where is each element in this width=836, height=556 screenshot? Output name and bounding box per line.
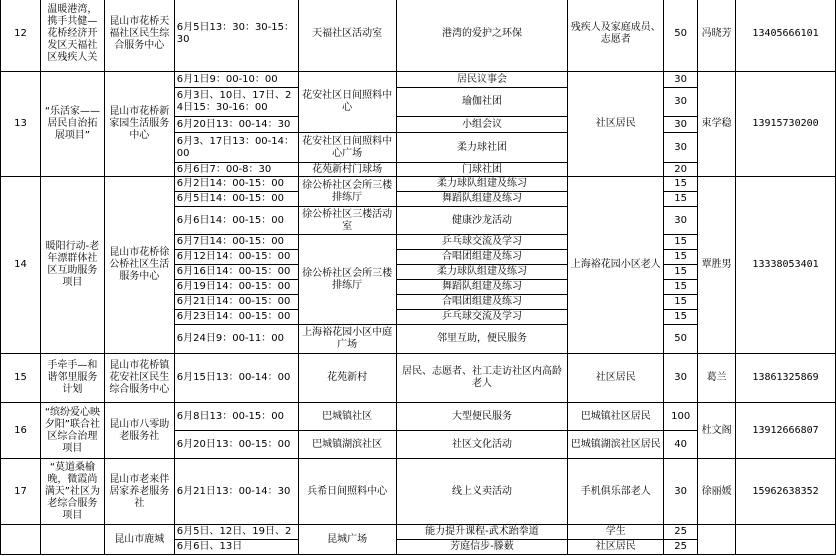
project-name: “莫道桑榆晚，微霞尚满天”社区为老综合服务项目	[40, 459, 104, 525]
activity-time: 6月19日14：00-15：00	[174, 280, 298, 295]
activity-content: 芳庭信步-滕薮	[396, 540, 568, 555]
activity-time: 6月3日、10日、17日、24日15：30-16：00	[174, 88, 298, 117]
target-group: 巴城镇湖滨社区居民	[568, 431, 664, 459]
activity-place: 天福社区活动室	[298, 0, 396, 72]
contact-person: 覃胜男	[698, 177, 736, 354]
activity-place: 花苑新村门球场	[298, 163, 396, 177]
participant-count: 30	[664, 207, 698, 235]
activity-content: 小组会议	[396, 117, 568, 133]
participant-count: 50	[664, 0, 698, 72]
table-row	[1, 403, 836, 431]
activity-content: 能力提升课程-武术跆拳道	[396, 525, 568, 540]
activity-place: 上海裕花园小区中庭广场	[298, 325, 396, 354]
activity-content: 大型便民服务	[396, 403, 568, 431]
activity-content: 乒乓球交流及学习	[396, 310, 568, 325]
activity-content: 健康沙龙活动	[396, 207, 568, 235]
organization: 昆山市花桥镇花安社区民生综合服务中心	[104, 354, 174, 403]
activity-time: 6月24日9：00-11：00	[174, 325, 298, 354]
contact-phone: 13338053401	[736, 177, 836, 354]
activity-time: 6月8日13：00-15：00	[174, 403, 298, 431]
target-group: 社区居民	[568, 540, 664, 555]
contact-person: 杜文阁	[698, 403, 736, 459]
participant-count: 50	[664, 325, 698, 354]
activity-content: 线上义卖活动	[396, 459, 568, 525]
activity-time: 6月3、17日13：00-14：00	[174, 133, 298, 163]
organization: 昆山市花桥天福社区民生综合服务中心	[104, 0, 174, 72]
activity-place: 徐公桥社区会所三楼排练厅	[298, 235, 396, 325]
project-name: “缤纷爱心映夕阳”联合社区综合治理项目	[40, 403, 104, 459]
activity-time: 6月6日7：00-8：30	[174, 163, 298, 177]
project-name	[40, 525, 104, 555]
table-row	[1, 525, 836, 540]
project-name: 温暖港湾，携手共健—花桥经济开发区天福社区残疾人关	[40, 0, 104, 72]
activity-content: 瑜伽社团	[396, 88, 568, 117]
participant-count: 15	[664, 235, 698, 250]
participant-count: 15	[664, 177, 698, 192]
target-group: 巴城镇社区居民	[568, 403, 664, 431]
activity-time: 6月5日13：30：30-15：30	[174, 0, 298, 72]
participant-count: 40	[664, 431, 698, 459]
row-number: 15	[1, 354, 41, 403]
activity-place: 花安社区日间照料中心	[298, 72, 396, 133]
target-group: 社区居民	[568, 72, 664, 177]
activity-time: 6月6日、13日	[174, 540, 298, 555]
target-group: 社区居民	[568, 354, 664, 403]
participant-count: 30	[664, 88, 698, 117]
organization: 昆山市老来伴居家养老服务社	[104, 459, 174, 525]
participant-count: 15	[664, 192, 698, 207]
activity-time: 6月1日9：00-10：00	[174, 72, 298, 88]
activity-content: 合唱团组建及练习	[396, 295, 568, 310]
activity-place: 巴城镇社区	[298, 403, 396, 431]
participant-count: 15	[664, 310, 698, 325]
activity-content: 港湾的爱护之环保	[396, 0, 568, 72]
organization: 昆山市八零助老服务社	[104, 403, 174, 459]
participant-count: 30	[664, 133, 698, 163]
activity-time: 6月21日14：00-15：00	[174, 295, 298, 310]
project-name: “乐活家——居民自治拓展项目”	[40, 72, 104, 177]
activity-content: 合唱团组建及练习	[396, 250, 568, 265]
activity-time: 6月5日、12日、19日、2	[174, 525, 298, 540]
target-group: 残疾人及家庭成员、志愿者	[568, 0, 664, 72]
activity-content: 居民议事会	[396, 72, 568, 88]
participant-count: 15	[664, 265, 698, 280]
organization: 昆山市花桥徐公桥社区生活服务中心	[104, 177, 174, 354]
target-group: 手机俱乐部老人	[568, 459, 664, 525]
target-group: 学生	[568, 525, 664, 540]
contact-person: 徐丽媛	[698, 459, 736, 525]
contact-phone: 13912666807	[736, 403, 836, 459]
participant-count: 100	[664, 403, 698, 431]
participant-count: 30	[664, 354, 698, 403]
activity-time: 6月20日13：00-14：30	[174, 117, 298, 133]
table-row	[1, 0, 836, 72]
table-row	[1, 354, 836, 403]
row-number	[1, 525, 41, 555]
project-name: 暖阳行动-老年漂群体社区互助服务项目	[40, 177, 104, 354]
activity-time: 6月12日14：00-15：00	[174, 250, 298, 265]
activity-time: 6月21日13：00-14：30	[174, 459, 298, 525]
contact-phone: 13915730200	[736, 72, 836, 177]
activity-content: 居民、志愿者、社工走访社区内高龄老人	[396, 354, 568, 403]
organization: 昆山市鹿城	[104, 525, 174, 555]
activity-place: 兵希日间照料中心	[298, 459, 396, 525]
activity-content: 柔力球队组建及练习	[396, 177, 568, 192]
contact-person: 葛兰	[698, 354, 736, 403]
row-number: 14	[1, 177, 41, 354]
participant-count: 15	[664, 280, 698, 295]
participant-count: 15	[664, 295, 698, 310]
project-name: 手牵手—和谐邻里服务计划	[40, 354, 104, 403]
activity-time: 6月2日14：00-15：00	[174, 177, 298, 192]
participant-count: 15	[664, 250, 698, 265]
contact-phone: 15962638352	[736, 459, 836, 525]
contact-phone: 13861325869	[736, 354, 836, 403]
activity-content: 舞蹈队组建及练习	[396, 192, 568, 207]
participant-count: 30	[664, 117, 698, 133]
table-row	[1, 459, 836, 525]
activity-content: 舞蹈队组建及练习	[396, 280, 568, 295]
activity-place: 徐公桥社区会所三楼排练厅	[298, 177, 396, 207]
activity-place: 昆城广场	[298, 525, 396, 555]
contact-person	[698, 525, 736, 555]
activity-time: 6月23日14：00-15：00	[174, 310, 298, 325]
activity-place: 花苑新村	[298, 354, 396, 403]
activity-time: 6月7日14：00-15：00	[174, 235, 298, 250]
activity-content: 柔力球队组建及练习	[396, 265, 568, 280]
row-number: 17	[1, 459, 41, 525]
activity-place: 巴城镇湖滨社区	[298, 431, 396, 459]
participant-count: 25	[664, 525, 698, 540]
table-row	[1, 177, 836, 192]
activity-time: 6月15日13：00-14：00	[174, 354, 298, 403]
activity-time: 6月6日14：00-15：00	[174, 207, 298, 235]
activity-content: 乒乓球交流及学习	[396, 235, 568, 250]
activity-content: 社区文化活动	[396, 431, 568, 459]
participant-count: 30	[664, 72, 698, 88]
activity-content: 邻里互助，便民服务	[396, 325, 568, 354]
activity-time: 6月5日14：00-15：00	[174, 192, 298, 207]
participant-count: 25	[664, 540, 698, 555]
activity-time: 6月16日14：00-15：00	[174, 265, 298, 280]
contact-phone: 13405666101	[736, 0, 836, 72]
row-number: 12	[1, 0, 41, 72]
activity-content: 门球社团	[396, 163, 568, 177]
activity-time: 6月20日13：00-15：00	[174, 431, 298, 459]
participant-count: 30	[664, 459, 698, 525]
activity-place: 花安社区日间照料中心广场	[298, 133, 396, 163]
activity-place: 徐公桥社区三楼活动室	[298, 207, 396, 235]
row-number: 13	[1, 72, 41, 177]
participant-count: 20	[664, 163, 698, 177]
organization: 昆山市花桥新家园生活服务中心	[104, 72, 174, 177]
target-group: 上海裕花园小区老人	[568, 177, 664, 354]
table-row	[1, 72, 836, 88]
contact-person: 束学稳	[698, 72, 736, 177]
row-number: 16	[1, 403, 41, 459]
contact-person: 冯晓芳	[698, 0, 736, 72]
contact-phone	[736, 525, 836, 555]
activity-content: 柔力球社团	[396, 133, 568, 163]
